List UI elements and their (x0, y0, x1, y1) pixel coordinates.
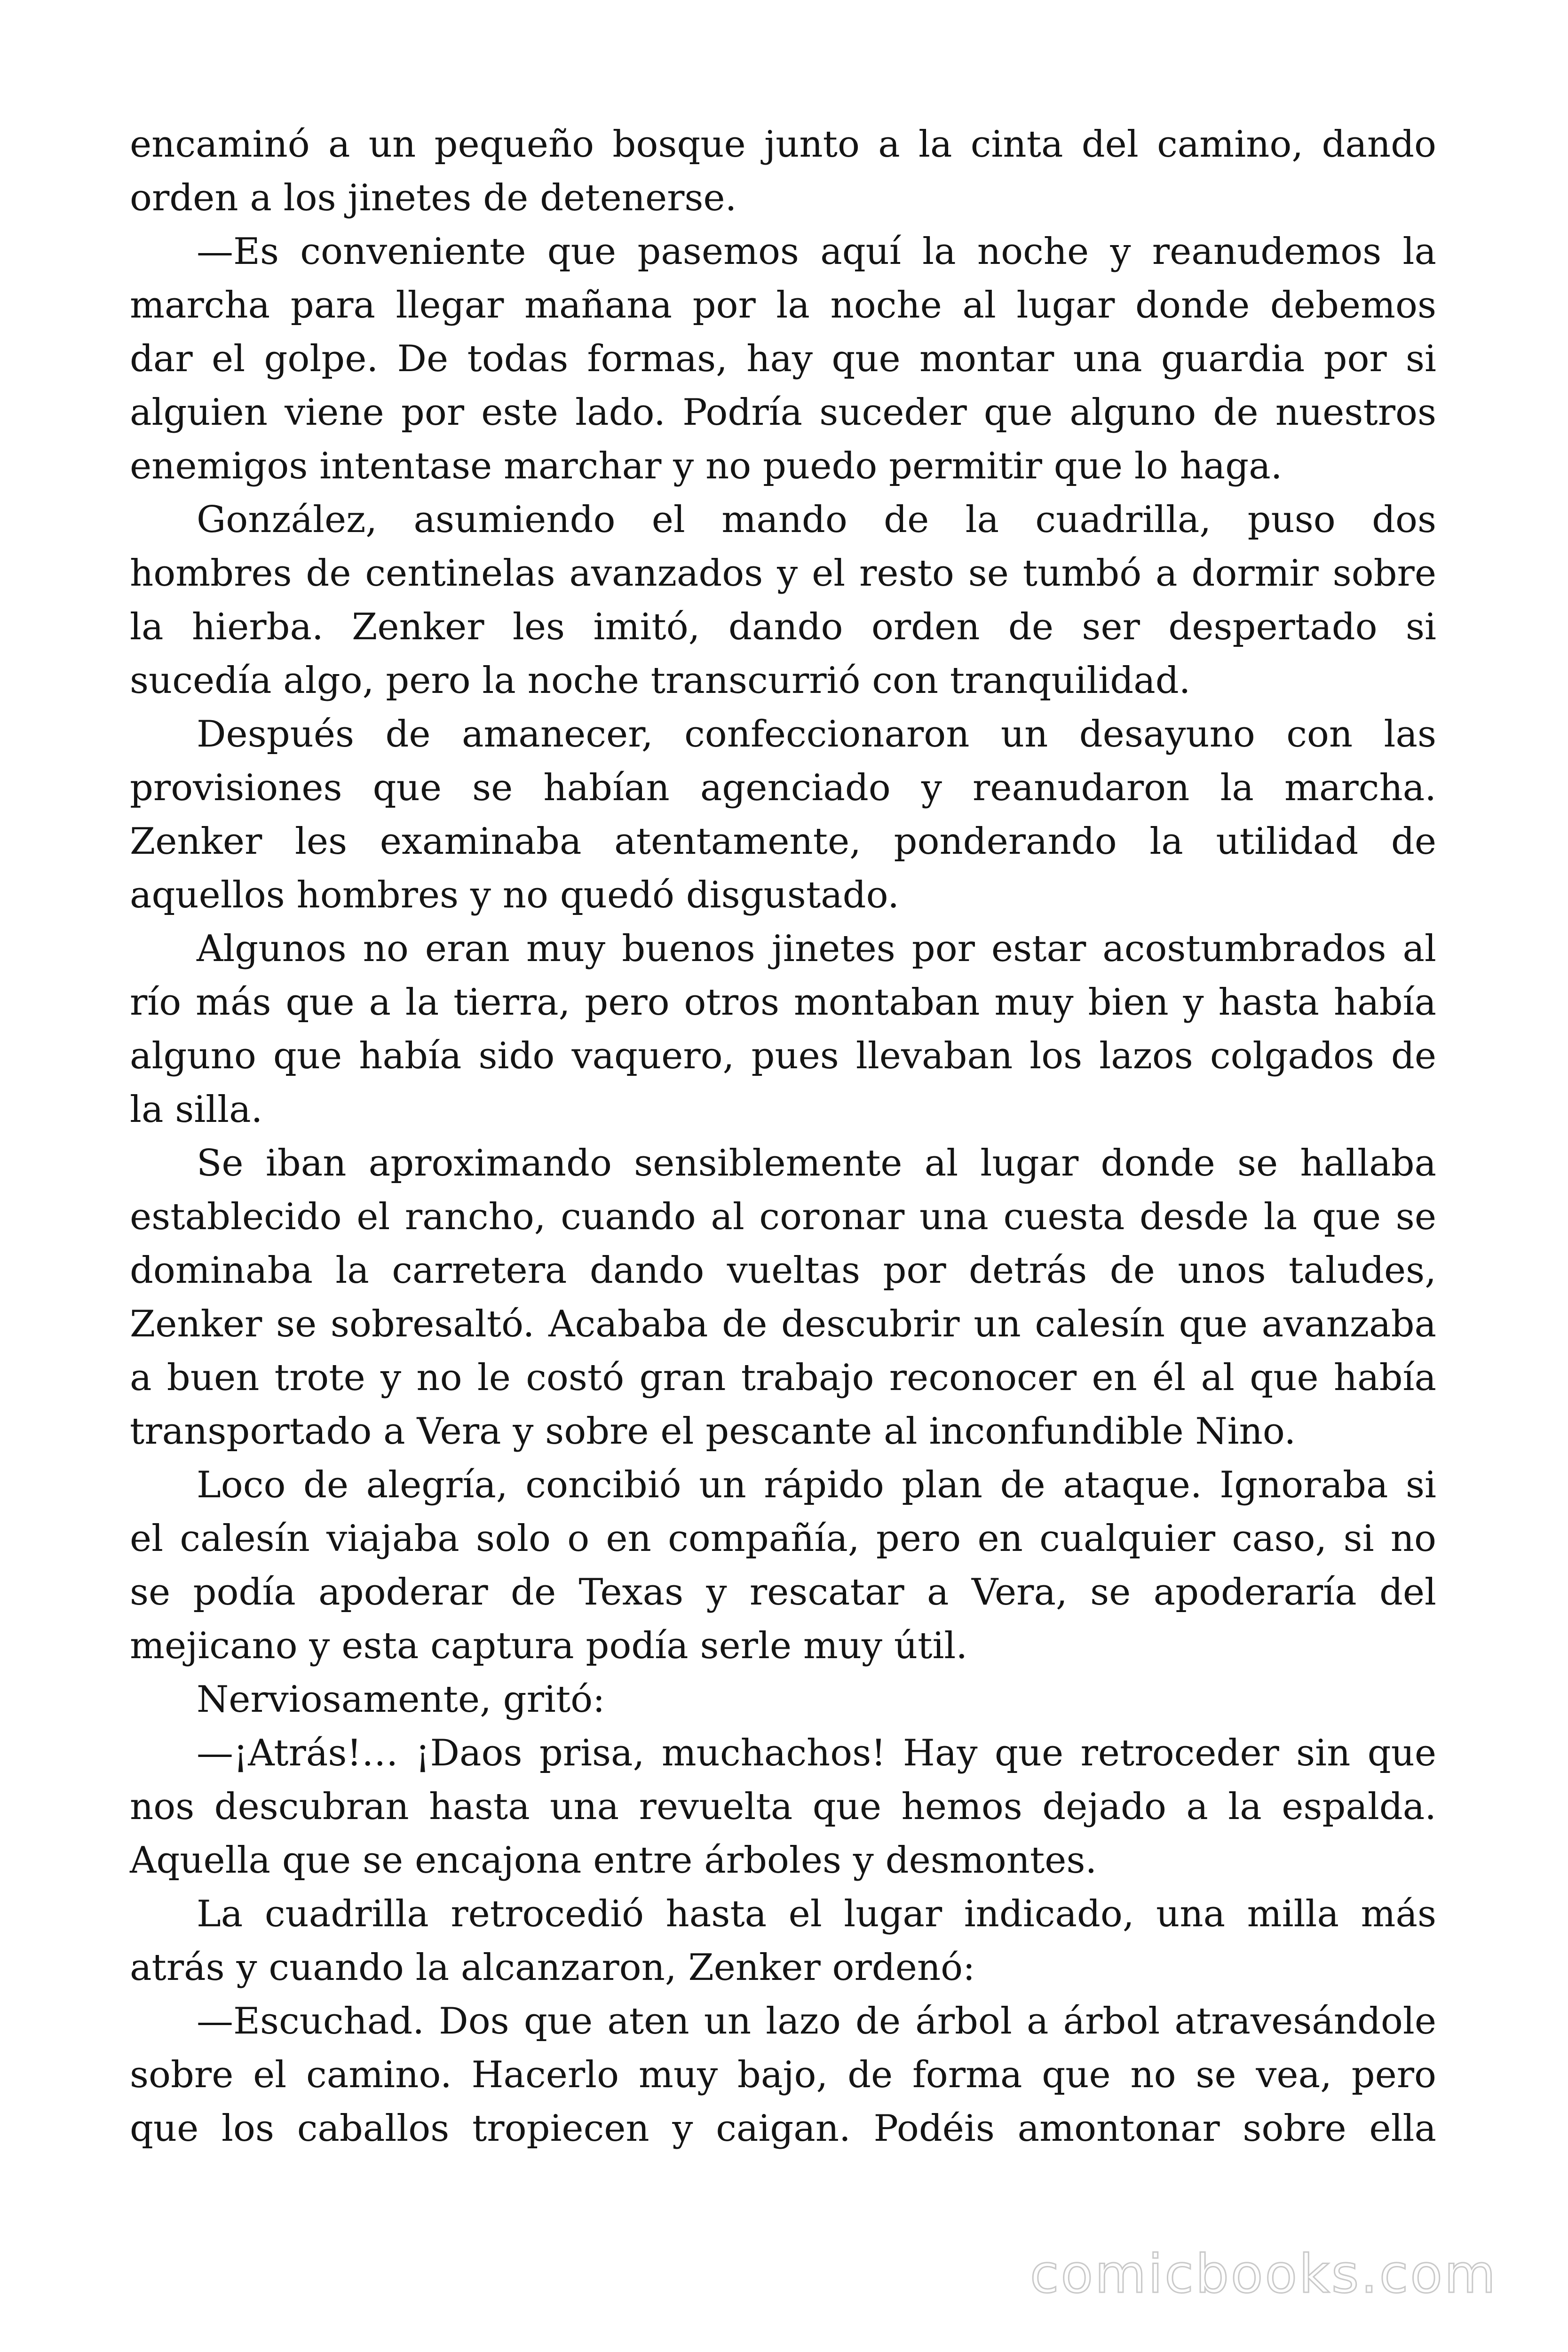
text-line: transportado a Vera y sobre el pescante al inconfundible Nino. (130, 1410, 1296, 1453)
text-line: La cuadrilla retrocedió hasta el lugar indicado, una milla más (197, 1893, 1436, 1935)
text-line: establecido el rancho, cuando al coronar una cuesta desde la que se (130, 1196, 1436, 1238)
text-line: Se iban aproximando sensiblemente al lugar donde se hallaba (197, 1142, 1436, 1184)
text-line: aquellos hombres y no quedó disgustado. (130, 874, 899, 916)
text-line: a buen trote y no le costó gran trabajo reconocer en él al que había (130, 1357, 1436, 1399)
text-line: alguien viene por este lado. Podría suceder que alguno de nuestros (130, 391, 1436, 434)
text-line: enemigos intentase marchar y no puedo permitir que lo haga. (130, 445, 1283, 487)
text-line: el calesín viajaba solo o en compañía, pero en cualquier caso, si no (130, 1518, 1436, 1560)
text-line: orden a los jinetes de detenerse. (130, 177, 737, 219)
text-line: Aquella que se encajona entre árboles y desmontes. (130, 1839, 1097, 1882)
watermark: comicbooks.com (1029, 2244, 1497, 2305)
text-line: sucedía algo, pero la noche transcurrió con tranquilidad. (130, 660, 1191, 702)
text-line: se podía apoderar de Texas y rescatar a Vera, se apoderaría del (130, 1571, 1436, 1613)
text-line: Después de amanecer, confeccionaron un desayuno con las (197, 713, 1436, 755)
text-line: dar el golpe. De todas formas, hay que montar una guardia por si (130, 338, 1436, 380)
text-line: nos descubran hasta una revuelta que hemos dejado a la espalda. (130, 1786, 1436, 1828)
text-line: Algunos no eran muy buenos jinetes por estar acostumbrados al (197, 928, 1436, 970)
text-line: —¡Atrás!… ¡Daos prisa, muchachos! Hay que retroceder sin que (197, 1732, 1436, 1774)
text-line: hombres de centinelas avanzados y el resto se tumbó a dormir sobre (130, 552, 1436, 595)
text-line: alguno que había sido vaquero, pues llevaban los lazos colgados de (130, 1035, 1436, 1077)
text-line: marcha para llegar mañana por la noche al lugar donde debemos (130, 284, 1436, 326)
text-line: Zenker se sobresaltó. Acababa de descubrir un calesín que avanzaba (130, 1303, 1436, 1345)
text-line: Nerviosamente, gritó: (197, 1678, 605, 1721)
text-line: Loco de alegría, concibió un rápido plan de ataque. Ignoraba si (197, 1464, 1436, 1506)
text-line: —Escuchad. Dos que aten un lazo de árbol a árbol atravesándole (197, 2000, 1436, 2042)
text-line: provisiones que se habían agenciado y reanudaron la marcha. (130, 767, 1436, 809)
text-line: río más que a la tierra, pero otros montaban muy bien y hasta había (130, 981, 1436, 1024)
text-line: encaminó a un pequeño bosque junto a la cinta del camino, dando (130, 123, 1436, 166)
text-line: la silla. (130, 1089, 263, 1131)
text-line: que los caballos tropiecen y caigan. Podéis amontonar sobre ella (130, 2107, 1436, 2150)
text-line: mejicano y esta captura podía serle muy útil. (130, 1625, 968, 1667)
text-line: Zenker les examinaba atentamente, ponderando la utilidad de (130, 820, 1436, 863)
text-line: dominaba la carretera dando vueltas por detrás de unos taludes, (130, 1249, 1436, 1292)
text-line: —Es conveniente que pasemos aquí la noche y reanudemos la (197, 230, 1436, 273)
text-line: sobre el camino. Hacerlo muy bajo, de forma que no se vea, pero (130, 2054, 1436, 2096)
text-line: la hierba. Zenker les imitó, dando orden de ser despertado si (130, 606, 1436, 648)
book-page (130, 118, 1436, 2211)
text-line: González, asumiendo el mando de la cuadrilla, puso dos (197, 499, 1436, 541)
text-line: atrás y cuando la alcanzaron, Zenker ordenó: (130, 1947, 975, 1989)
